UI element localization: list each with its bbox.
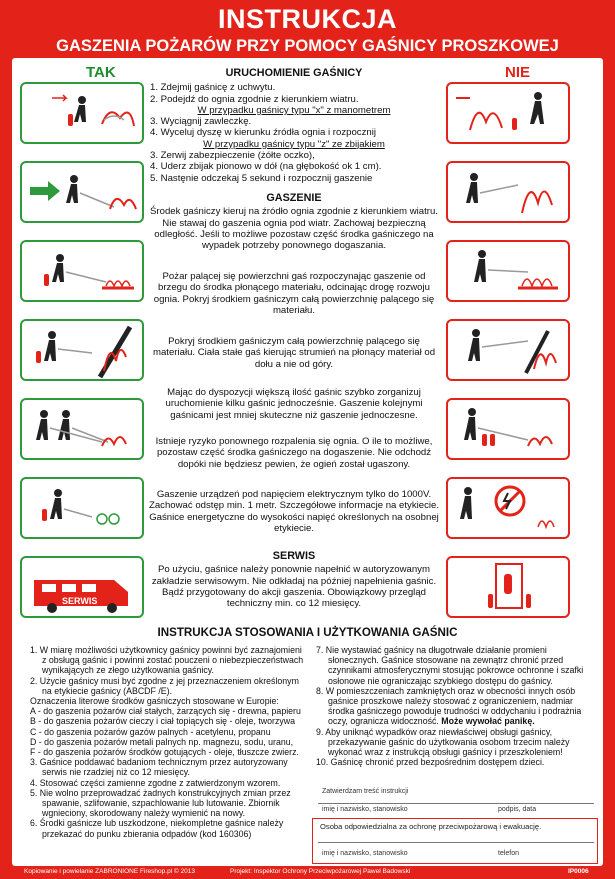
- extinguish-until-out-icon: [22, 479, 142, 537]
- tak-label: TAK: [86, 64, 116, 81]
- start-step: 4. Wyceluj dyszę w kierunku źródła ognia i rozpocznij: [150, 127, 377, 139]
- signature-line: [318, 803, 594, 804]
- footer-copyright: Kopiowanie i powielanie ZABRONIONE Fireshop.pl © 2013: [24, 868, 195, 875]
- footer-project: Projekt: Inspektor Ochrony Przeciwpożarowej Paweł Badowski: [230, 868, 411, 875]
- wrong-distance-icon: [448, 163, 568, 221]
- wrong-against-wind-icon: [448, 84, 568, 142]
- nie-panel-7: [446, 556, 570, 618]
- tak-panel-2: [20, 161, 144, 223]
- x-type-note: W przypadku gaśnicy typu "x" z manometrem: [197, 104, 391, 116]
- start-heading: URUCHOMIENIE GAŚNICY: [225, 67, 363, 79]
- tak-panel-3: [20, 240, 144, 302]
- usage-item: 4. Stosować części zamienne zgodne z zatwierdzonym wzorem.: [30, 777, 281, 788]
- wrong-from-top-icon: [448, 321, 568, 379]
- nie-panel-3: [446, 240, 570, 302]
- serwis-heading: SERWIS: [272, 550, 316, 562]
- responsible-label: Osoba odpowiedzialna za ochronę przeciwpożarową i ewakuację.: [320, 822, 542, 831]
- gaszenie-paragraph-2: Pożar palącej się powierzchni gaś rozpoczynając gaszenie od brzegu do środka płonącego materiału, odcinając drogę rozwoju ognia. Pokryj środkiem gaśniczym całą powierzchnię palącego się materiału.: [153, 271, 435, 316]
- nie-panel-6: [446, 477, 570, 539]
- poster-title: INSTRUKCJA: [217, 4, 397, 34]
- usage-right-column: [316, 645, 591, 767]
- start-step: 5. Nastęnie odczekaj 5 sekund i rozpocznij gaszenie: [150, 172, 373, 184]
- poster-subtitle: GASZENIA POŻARÓW PRZY POMOCY GAŚNICY PROSZKOWEJ: [56, 37, 559, 55]
- usage-item: [316, 686, 591, 727]
- gaszenie-paragraph-1: Środek gaśniczy kieruj na źródło ognia zgodnie z kierunkiem wiatru. Nie stawaj do gaszenia ognia pod wiatr. Zachowaj bezpieczną odległość. Jeśli to możliwe pozostaw część środka gaśniczego na wypadek potrzeby ponownego dogaszania.: [150, 206, 438, 252]
- gaszenie-paragraph-6: Gaszenie urządzeń pod napięciem elektrycznym tylko do 1000V. Zachować odstęp min. 1 metr. Szczegółowe informacje na etykiecie. Gaśnice energetyczne do wysokości napięć określonych na osobnej etykiecie.: [148, 489, 440, 534]
- start-step: 4. Uderz zbijak pionowo w dół (na głębokość ok 1 cm).: [150, 161, 382, 173]
- nie-panel-5: [446, 398, 570, 460]
- responsible-line: [318, 842, 594, 843]
- person-extinguishing-with-wind-icon: [22, 84, 142, 142]
- start-step: 1. Zdejmij gaśnicę z uchwytu.: [150, 82, 276, 94]
- usage-item: Oznaczenia literowe środków gaśniczych stosowane w Europie:: [30, 696, 279, 707]
- extinguisher-cabinet-icon: [448, 558, 568, 616]
- usage-item: 3. Gaśnice poddawać badaniom technicznym przez autoryzowany serwis nie rzadziej niż co 12 miesięcy.: [30, 757, 288, 778]
- tak-panel-4: [20, 319, 144, 381]
- start-step: 3. Wyciągnij zawleczkę.: [150, 116, 252, 128]
- start-section: [148, 68, 440, 184]
- usage-left-column: [30, 645, 305, 839]
- wrong-leaving-fire-icon: [448, 479, 568, 537]
- wrong-one-by-one-icon: [448, 400, 568, 458]
- nie-panel-1: [446, 82, 570, 144]
- usage-bold-warning: Może wywołać panikę.: [441, 716, 535, 727]
- usage-item: D - do gaszenia pożarów metali palnych np. magnezu, sodu, uranu,: [30, 736, 294, 747]
- start-step: 2. Podejdź do ognia zgodnie z kierunkiem wiatru.: [150, 93, 359, 105]
- gaszenie-section: [148, 193, 440, 251]
- nie-panel-2: [446, 161, 570, 223]
- service-van-icon: [22, 558, 142, 616]
- tak-panel-7: [20, 556, 144, 618]
- multiple-extinguishers-icon: [22, 400, 142, 458]
- phone-label: telefon: [498, 850, 520, 857]
- gaszenie-paragraph-3: Pokryj środkiem gaśniczym całą powierzchnię palącego się materiału. Ciała stałe gaś kierując strumień na płonący materiał od dołu a nie od góry.: [152, 336, 436, 370]
- usage-item: F - do gaszenia pożarów środków gotujących - oleje, tłuszcze zwierz.: [30, 747, 299, 758]
- extinguish-surface-fire-icon: [22, 242, 142, 300]
- usage-item: C - do gaszenia pożarów gazów palnych - acetylenu, propanu: [30, 726, 271, 737]
- serwis-paragraph: Po użyciu, gaśnice należy ponownie napełnić w autoryzowanym zakładzie serwisowym. Nie odkładaj na później napełnienia gaśnic. Bądź przygotowany do akcji gaszenia. Obowiązkowy przegląd techniczny min. co 12 miesięcy.: [151, 564, 437, 610]
- usage-item-text: 8. W pomieszczeniach zamkniętych oraz w obecności innych osób gaśnice proszkowe należy stosować z ograniczeniem, nadmiar środka gaśniczego powoduje trudności w oddychaniu i podrażnia oczy, ogranicza widoczność.: [316, 685, 582, 727]
- usage-item: 7. Nie wystawiać gaśnicy na długotrwałe działanie promieni słonecznych. Gaśnice stosowane na zewnątrz chronić przed czynnikami atmosferycznymi stosując pokrowce ochronne i szafki osłonowe nie ograniczając szybkiego dostępu do gaśnicy.: [316, 645, 584, 686]
- footer-code: IP0006: [568, 868, 589, 875]
- approved-label: Zatwierdzam treść instrukcji: [322, 788, 409, 795]
- van-label: SERWIS: [62, 596, 98, 606]
- tak-panel-1: [20, 82, 144, 144]
- usage-item: B - do gaszenia pożarów cieczy i ciał topiących się - oleje, tworzywa: [30, 716, 295, 727]
- usage-item: 6. Środki gaśnicze lub uszkodzone, niekompletne gaśnice należy przekazać do punku zbierania odpadów (kod 160306): [30, 818, 284, 839]
- tak-panel-6: [20, 477, 144, 539]
- serwis-section: [148, 551, 440, 609]
- tak-panel-5: [20, 398, 144, 460]
- sign-date-label: podpis, data: [498, 806, 537, 813]
- name-position-label-1: imię i nazwisko, stanowisko: [322, 806, 408, 813]
- usage-item: 1. W miarę możliwości użytkownicy gaśnicy powinni być zaznajomieni z obsługą gaśnic i powinni zostać pouczeni o niebezpieczeństwach wynikających ze złego użytkowania gaśnicy.: [30, 645, 304, 676]
- gaszenie-paragraph-5: Istnieje ryzyko ponownego rozpalenia się ognia. O ile to możliwe, pozostaw część środka gaśniczego na dogaszenie. Nie odchodź dopóki nie będziesz pewien, że ogień został ugaszony.: [155, 436, 433, 470]
- wrong-surface-middle-icon: [448, 242, 568, 300]
- usage-item: 5. Nie wolno przeprowadzać żadnych konstrukcyjnych zmian przez spawanie, szlifowanie, szpachlowanie lub lutowanie. Zbiornik wgnieciony, skorodowany należy wymienić na nowy.: [30, 787, 291, 819]
- start-step: 3. Zerwij zabezpieczenie (żółte oczko),: [150, 150, 315, 162]
- usage-heading: INSTRUKCJA STOSOWANIA I UŻYTKOWANIA GAŚNIC: [157, 626, 458, 639]
- usage-item: 10. Gaśnicę chronić przed bezpośrednim dostępem dzieci.: [316, 757, 545, 768]
- name-position-label-2: imię i nazwisko, stanowisko: [322, 850, 408, 857]
- usage-item: 9. Aby uniknąć wypadków oraz niewłaściwej obsługi gaśnicy, przekazywanie gaśnic do użytkowania osobom trzecim należy wykonać wraz z instrukcją obsługi gaśnicy i przeszkoleniem!: [316, 726, 570, 758]
- extinguish-solid-material-icon: [22, 321, 142, 379]
- nie-panel-4: [446, 319, 570, 381]
- wind-direction-arrow-icon: [22, 163, 142, 221]
- gaszenie-paragraph-4: Mając do dyspozycji większą ilość gaśnic szybko zorganizuj uruchomienie kilku gaśnic jednocześnie. Gaszenie kolejnymi gaśnicami jest mniej skuteczne niż gaszenie jednoczesne.: [165, 387, 423, 421]
- usage-item: A - do gaszenia pożarów ciał stałych, żarzących się - drewna, papieru: [30, 706, 301, 717]
- usage-item: 2. Użycie gaśnicy musi być zgodne z jej przeznaczeniem określonym na etykiecie gaśnicy (ABCDF /E).: [30, 675, 299, 696]
- gaszenie-heading: GASZENIE: [266, 192, 322, 204]
- nie-label: NIE: [505, 64, 531, 81]
- z-type-note: W przypadku gaśnicy typu "z" ze zbijakiem: [203, 138, 385, 150]
